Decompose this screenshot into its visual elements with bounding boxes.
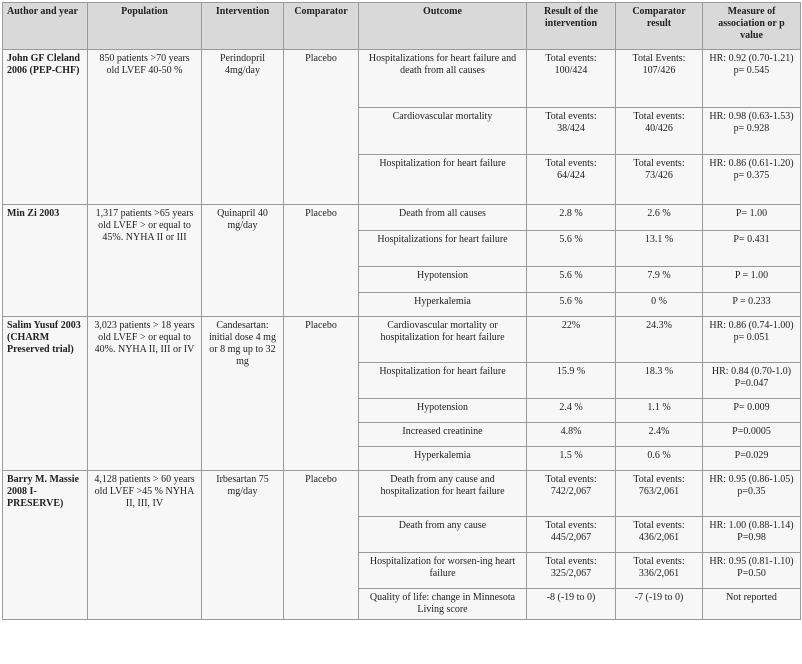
outcome-comparator-result: Total events: 436/2,061 [616,517,703,553]
outcome-comparator-result: 1.1 % [616,399,703,423]
study-intervention: Perindopril 4mg/day [202,50,284,205]
outcome-result: 4.8% [527,423,616,447]
study-author: Salim Yusuf 2003 (CHARM Preserved trial) [3,317,88,471]
outcome-comparator-result: 0.6 % [616,447,703,471]
outcome-name: Hospitalization for worsen-ing heart failure [359,553,527,589]
study-population: 850 patients >70 years old LVEF 40-50 % [88,50,202,205]
header-comparator-result: Comparator result [616,3,703,50]
outcome-name: Increased creatinine [359,423,527,447]
header-measure: Measure of association or p value [703,3,801,50]
outcome-name: Hospitalizations for heart failure and death from all causes [359,50,527,108]
outcome-result: Total events: 325/2,067 [527,553,616,589]
outcome-comparator-result: 18.3 % [616,363,703,399]
table-row [3,471,801,517]
study-population: 1,317 patients >65 years old LVEF > or equal to 45%. NYHA II or III [88,205,202,317]
outcome-result: Total events: 445/2,067 [527,517,616,553]
outcome-comparator-result: 2.4% [616,423,703,447]
outcome-result: 2.8 % [527,205,616,231]
outcome-measure: P=0.029 [703,447,801,471]
outcome-name: Hyperkalemia [359,447,527,471]
study-comparator: Placebo [284,50,359,205]
study-intervention: Quinapril 40 mg/day [202,205,284,317]
outcome-measure: P= 0.009 [703,399,801,423]
study-comparator: Placebo [284,471,359,620]
outcome-comparator-result: Total Events: 107/426 [616,50,703,108]
outcome-measure: Not reported [703,589,801,620]
header-population: Population [88,3,202,50]
table-row [3,50,801,108]
outcome-comparator-result: Total events: 763/2,061 [616,471,703,517]
outcome-measure: P = 1.00 [703,267,801,293]
outcome-measure: HR: 0.95 (0.86-1.05) p=0.35 [703,471,801,517]
outcome-name: Death from any cause and hospitalization for heart failure [359,471,527,517]
outcome-result: -8 (-19 to 0) [527,589,616,620]
outcome-result: 5.6 % [527,293,616,317]
header-intervention: Intervention [202,3,284,50]
study-intervention: Candesartan: initial dose 4 mg or 8 mg up to 32 mg [202,317,284,471]
outcome-comparator-result: 2.6 % [616,205,703,231]
outcome-comparator-result: -7 (-19 to 0) [616,589,703,620]
outcome-name: Hospitalizations for heart failure [359,231,527,267]
study-population: 4,128 patients > 60 years old LVEF >45 % NYHA II, III, IV [88,471,202,620]
study-author: Min Zi 2003 [3,205,88,317]
header-comparator: Comparator [284,3,359,50]
table-row [3,205,801,231]
study-author: John GF Cleland 2006 (PEP-CHF) [3,50,88,205]
outcome-name: Hyperkalemia [359,293,527,317]
outcome-name: Hypotension [359,399,527,423]
outcome-name: Death from all causes [359,205,527,231]
header-author: Author and year [3,3,88,50]
outcome-result: Total events: 64/424 [527,155,616,205]
study-intervention: Irbesartan 75 mg/day [202,471,284,620]
table-row [3,317,801,363]
outcome-result: 5.6 % [527,231,616,267]
outcome-measure: HR: 0.86 (0.61-1.20) p= 0.375 [703,155,801,205]
outcome-result: 15.9 % [527,363,616,399]
outcome-measure: HR: 0.92 (0.70-1.21) p= 0.545 [703,50,801,108]
outcome-result: 2.4 % [527,399,616,423]
outcome-name: Hospitalization for heart failure [359,363,527,399]
study-comparator: Placebo [284,205,359,317]
outcome-comparator-result: 0 % [616,293,703,317]
study-population: 3,023 patients > 18 years old LVEF > or equal to 40%. NYHA II, III or IV [88,317,202,471]
outcome-result: Total events: 100/424 [527,50,616,108]
header-row [3,3,801,50]
outcome-comparator-result: 24.3% [616,317,703,363]
outcome-measure: P = 0.233 [703,293,801,317]
study-author: Barry M. Massie 2008 I-PRESERVE) [3,471,88,620]
outcome-result: 5.6 % [527,267,616,293]
outcome-measure: P= 0.431 [703,231,801,267]
outcome-comparator-result: Total events: 336/2,061 [616,553,703,589]
outcome-measure: P= 1.00 [703,205,801,231]
outcome-measure: HR: 1.00 (0.88-1.14) P=0.98 [703,517,801,553]
outcome-comparator-result: 7.9 % [616,267,703,293]
outcome-name: Hospitalization for heart failure [359,155,527,205]
outcome-comparator-result: 13.1 % [616,231,703,267]
outcome-comparator-result: Total events: 73/426 [616,155,703,205]
outcome-result: Total events: 742/2,067 [527,471,616,517]
outcome-result: 1.5 % [527,447,616,471]
outcome-measure: HR: 0.98 (0.63-1.53) p= 0.928 [703,108,801,155]
outcome-result: Total events: 38/424 [527,108,616,155]
outcome-name: Quality of life: change in Minnesota Living score [359,589,527,620]
header-outcome: Outcome [359,3,527,50]
outcome-name: Cardiovascular mortality or hospitalization for heart failure [359,317,527,363]
outcome-name: Cardiovascular mortality [359,108,527,155]
study-comparator: Placebo [284,317,359,471]
outcome-comparator-result: Total events: 40/426 [616,108,703,155]
studies-table [2,2,801,620]
outcome-measure: HR: 0.84 (0.70-1.0) P=0.047 [703,363,801,399]
outcome-measure: P=0.0005 [703,423,801,447]
header-result: Result of the intervention [527,3,616,50]
outcome-result: 22% [527,317,616,363]
outcome-measure: HR: 0.95 (0.81-1.10) P=0.50 [703,553,801,589]
outcome-measure: HR: 0.86 (0.74-1.00) p= 0.051 [703,317,801,363]
outcome-name: Hypotension [359,267,527,293]
outcome-name: Death from any cause [359,517,527,553]
